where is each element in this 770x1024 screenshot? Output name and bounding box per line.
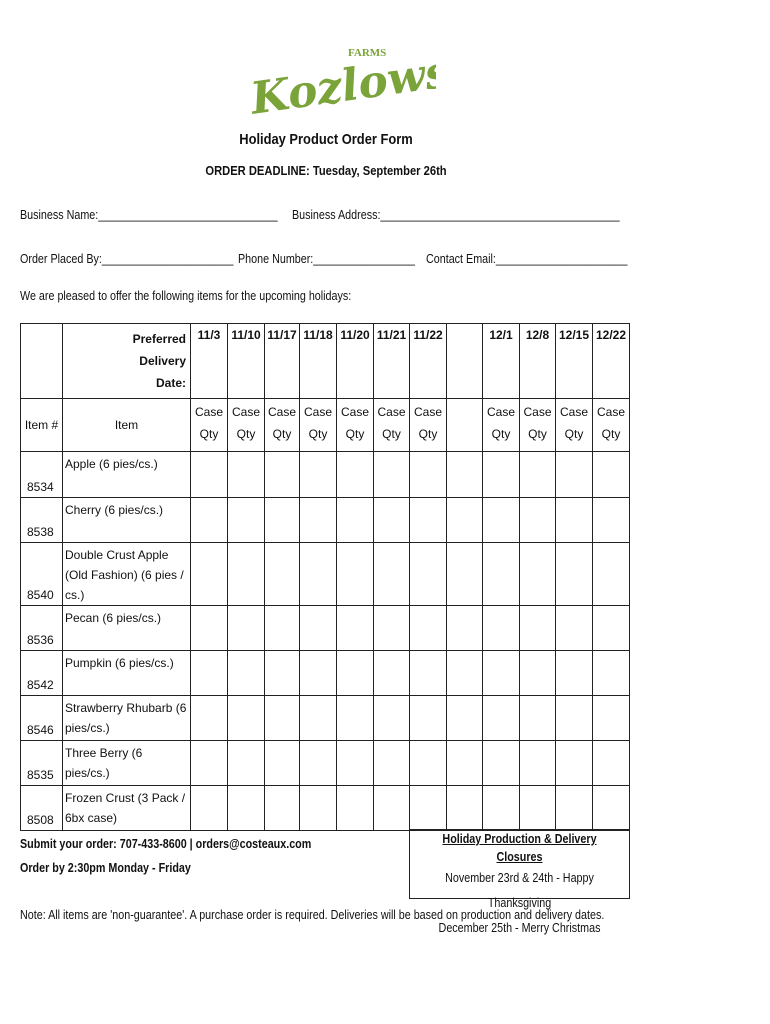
qty-input-cell[interactable] xyxy=(520,741,556,786)
submit-instructions xyxy=(20,832,311,880)
qty-input-cell[interactable] xyxy=(410,498,447,543)
preferred-label-line: Delivery xyxy=(139,354,186,368)
qty-input-cell[interactable] xyxy=(265,606,300,651)
qty-input-cell[interactable] xyxy=(337,606,374,651)
qty-input-cell[interactable] xyxy=(300,543,337,606)
qty-input-cell[interactable] xyxy=(410,696,447,741)
qty-input-cell[interactable] xyxy=(593,543,630,606)
submit-hours-line: Order by 2:30pm Monday - Friday xyxy=(20,861,191,875)
case-qty-header xyxy=(520,399,556,452)
qty-input-cell[interactable] xyxy=(374,498,410,543)
item-number: 8508 xyxy=(21,786,63,831)
case-label: Case xyxy=(413,405,442,419)
qty-input-cell[interactable] xyxy=(593,452,630,498)
qty-input-cell[interactable] xyxy=(483,696,520,741)
date-header: 12/8 xyxy=(520,324,556,399)
qty-input-cell[interactable] xyxy=(337,452,374,498)
qty-input-cell[interactable] xyxy=(265,696,300,741)
qty-input-cell[interactable] xyxy=(191,786,228,831)
qty-input-cell[interactable] xyxy=(337,741,374,786)
date-header: 11/10 xyxy=(228,324,265,399)
gap-column xyxy=(447,324,483,399)
order-placed-by-field[interactable]: Order Placed By:______________________ xyxy=(20,252,234,266)
qty-label: Qty xyxy=(272,427,292,441)
qty-input-cell[interactable] xyxy=(337,498,374,543)
qty-input-cell[interactable] xyxy=(374,606,410,651)
date-header: 12/15 xyxy=(556,324,593,399)
item-name: Strawberry Rhubarb (6 pies/cs.) xyxy=(63,696,191,741)
business-name-field[interactable]: Business Name:______________________________ xyxy=(20,208,278,222)
date-header: 11/20 xyxy=(337,324,374,399)
item-number: 8542 xyxy=(21,651,63,696)
qty-input-cell[interactable] xyxy=(191,741,228,786)
qty-input-cell[interactable] xyxy=(410,606,447,651)
item-name: Pumpkin (6 pies/cs.) xyxy=(63,651,191,696)
qty-input-cell[interactable] xyxy=(228,452,265,498)
note-text: Note: All items are 'non-guarantee'. A purchase order is required. Deliveries will be based on production and delivery dates. xyxy=(20,908,605,922)
qty-input-cell[interactable] xyxy=(300,741,337,786)
qty-input-cell[interactable] xyxy=(265,543,300,606)
qty-input-cell[interactable] xyxy=(483,606,520,651)
closure-christmas: December 25th - Merry Christmas xyxy=(438,921,601,935)
qty-input-cell[interactable] xyxy=(410,786,447,831)
qty-label: Qty xyxy=(345,427,365,441)
qty-input-cell[interactable] xyxy=(483,452,520,498)
case-label: Case xyxy=(267,405,296,419)
qty-input-cell[interactable] xyxy=(300,696,337,741)
qty-input-cell[interactable] xyxy=(228,741,265,786)
qty-label: Qty xyxy=(382,427,401,441)
item-name: Frozen Crust (3 Pack / 6bx case) xyxy=(63,786,191,831)
gap-column xyxy=(447,606,483,651)
qty-input-cell[interactable] xyxy=(374,651,410,696)
qty-input-cell[interactable] xyxy=(191,606,228,651)
qty-input-cell[interactable] xyxy=(228,606,265,651)
table-row xyxy=(21,452,630,498)
qty-input-cell[interactable] xyxy=(374,543,410,606)
qty-input-cell[interactable] xyxy=(228,651,265,696)
qty-input-cell[interactable] xyxy=(520,543,556,606)
qty-input-cell[interactable] xyxy=(593,786,630,831)
qty-input-cell[interactable] xyxy=(520,452,556,498)
table-row xyxy=(21,543,630,606)
qty-input-cell[interactable] xyxy=(410,543,447,606)
qty-label: Qty xyxy=(601,427,621,441)
qty-label: Qty xyxy=(236,427,256,441)
qty-input-cell[interactable] xyxy=(556,452,593,498)
form-title: Holiday Product Order Form xyxy=(239,131,413,148)
case-qty-header xyxy=(300,399,337,452)
qty-input-cell[interactable] xyxy=(374,696,410,741)
preferred-label-line: Date: xyxy=(155,376,186,390)
gap-column xyxy=(447,498,483,543)
case-label: Case xyxy=(231,405,260,419)
table-row xyxy=(21,498,630,543)
qty-input-cell[interactable] xyxy=(191,651,228,696)
qty-input-cell[interactable] xyxy=(374,786,410,831)
item-number: 8540 xyxy=(21,543,63,606)
closure-thanksgiving: November 23rd & 24th - Happy Thanksgiving xyxy=(445,871,594,910)
qty-input-cell[interactable] xyxy=(228,543,265,606)
table-row xyxy=(21,606,630,651)
kozlowski-farms-logo xyxy=(246,36,436,116)
item-number: 8534 xyxy=(21,452,63,498)
gap-column xyxy=(447,543,483,606)
qty-input-cell[interactable] xyxy=(483,741,520,786)
qty-input-cell[interactable] xyxy=(520,606,556,651)
item-name: Apple (6 pies/cs.) xyxy=(63,452,191,498)
qty-input-cell[interactable] xyxy=(410,651,447,696)
date-header: 12/22 xyxy=(593,324,630,399)
case-qty-header xyxy=(228,399,265,452)
closures-heading: Holiday Production & Delivery Closures xyxy=(442,832,597,864)
qty-input-cell[interactable] xyxy=(337,786,374,831)
qty-input-cell[interactable] xyxy=(410,452,447,498)
table-row xyxy=(21,651,630,696)
qty-label: Qty xyxy=(491,427,511,441)
case-label: Case xyxy=(303,405,332,419)
gap-column xyxy=(447,741,483,786)
case-qty-header xyxy=(265,399,300,452)
date-header: 11/22 xyxy=(410,324,447,399)
date-header: 11/17 xyxy=(265,324,300,399)
qty-input-cell[interactable] xyxy=(593,696,630,741)
blank-corner-cell xyxy=(21,324,63,399)
case-label: Case xyxy=(596,405,625,419)
qty-input-cell[interactable] xyxy=(337,696,374,741)
qty-input-cell[interactable] xyxy=(593,498,630,543)
qty-input-cell[interactable] xyxy=(374,452,410,498)
item-name: Pecan (6 pies/cs.) xyxy=(63,606,191,651)
qty-input-cell[interactable] xyxy=(593,741,630,786)
gap-column xyxy=(447,452,483,498)
qty-label: Qty xyxy=(308,427,328,441)
preferred-label-line: Preferred xyxy=(132,332,186,346)
case-qty-header xyxy=(410,399,447,452)
date-header: 11/21 xyxy=(374,324,410,399)
qty-input-cell[interactable] xyxy=(520,696,556,741)
logo-brand-text: Kozlowski xyxy=(247,39,436,116)
qty-input-cell[interactable] xyxy=(483,786,520,831)
closures-box xyxy=(409,829,630,935)
qty-input-cell[interactable] xyxy=(556,498,593,543)
case-label: Case xyxy=(194,405,223,419)
qty-input-cell[interactable] xyxy=(483,543,520,606)
qty-input-cell[interactable] xyxy=(300,651,337,696)
qty-input-cell[interactable] xyxy=(265,741,300,786)
case-label: Case xyxy=(559,405,588,419)
qty-input-cell[interactable] xyxy=(228,498,265,543)
order-deadline: ORDER DEADLINE: Tuesday, September 26th xyxy=(205,163,447,178)
date-header: 12/1 xyxy=(483,324,520,399)
case-qty-header xyxy=(191,399,228,452)
case-qty-header xyxy=(556,399,593,452)
phone-number-field[interactable]: Phone Number:_________________ xyxy=(238,252,415,266)
preferred-delivery-date-label xyxy=(63,324,191,399)
qty-input-cell[interactable] xyxy=(228,696,265,741)
qty-input-cell[interactable] xyxy=(410,741,447,786)
qty-label: Qty xyxy=(199,427,219,441)
qty-label: Qty xyxy=(418,427,438,441)
qty-input-cell[interactable] xyxy=(265,452,300,498)
item-number: 8546 xyxy=(21,696,63,741)
qty-input-cell[interactable] xyxy=(337,543,374,606)
intro-text: We are pleased to offer the following items for the upcoming holidays: xyxy=(20,289,352,303)
qty-input-cell[interactable] xyxy=(191,543,228,606)
gap-column xyxy=(447,399,483,452)
logo-sub-text: FARMS xyxy=(348,47,387,59)
qty-input-cell[interactable] xyxy=(228,786,265,831)
qty-input-cell[interactable] xyxy=(374,741,410,786)
date-header-row xyxy=(21,324,630,399)
qty-input-cell[interactable] xyxy=(556,741,593,786)
gap-column xyxy=(447,786,483,831)
case-qty-header xyxy=(337,399,374,452)
qty-input-cell[interactable] xyxy=(556,786,593,831)
item-number-header: Item # xyxy=(21,399,63,452)
order-table xyxy=(20,323,630,831)
qty-input-cell[interactable] xyxy=(191,498,228,543)
date-header: 11/18 xyxy=(300,324,337,399)
gap-column xyxy=(447,651,483,696)
case-label: Case xyxy=(377,405,406,419)
case-label: Case xyxy=(523,405,552,419)
table-row xyxy=(21,696,630,741)
qty-label: Qty xyxy=(564,427,584,441)
case-qty-header xyxy=(374,399,410,452)
qty-input-cell[interactable] xyxy=(483,498,520,543)
qty-input-cell[interactable] xyxy=(265,651,300,696)
qty-input-cell[interactable] xyxy=(556,651,593,696)
case-label: Case xyxy=(340,405,369,419)
qty-input-cell[interactable] xyxy=(556,606,593,651)
submit-contact-line: Submit your order: 707-433-8600 | orders@costeaux.com xyxy=(20,837,312,851)
item-header: Item xyxy=(63,399,191,452)
table-row xyxy=(21,741,630,786)
qty-input-cell[interactable] xyxy=(300,786,337,831)
item-number: 8535 xyxy=(21,741,63,786)
qty-input-cell[interactable] xyxy=(265,786,300,831)
case-qty-header-row xyxy=(21,399,630,452)
qty-input-cell[interactable] xyxy=(300,452,337,498)
qty-label: Qty xyxy=(528,427,547,441)
case-label: Case xyxy=(486,405,515,419)
gap-column xyxy=(447,696,483,741)
contact-email-field[interactable]: Contact Email:______________________ xyxy=(426,252,628,266)
item-name: Cherry (6 pies/cs.) xyxy=(63,498,191,543)
qty-input-cell[interactable] xyxy=(300,498,337,543)
item-name: Double Crust Apple (Old Fashion) (6 pies / cs.) xyxy=(63,543,191,606)
date-header: 11/3 xyxy=(191,324,228,399)
item-number: 8536 xyxy=(21,606,63,651)
item-number: 8538 xyxy=(21,498,63,543)
qty-input-cell[interactable] xyxy=(483,651,520,696)
qty-input-cell[interactable] xyxy=(191,452,228,498)
business-address-field[interactable]: Business Address:________________________________________ xyxy=(292,208,620,222)
qty-input-cell[interactable] xyxy=(593,606,630,651)
item-name: Three Berry (6 pies/cs.) xyxy=(63,741,191,786)
qty-input-cell[interactable] xyxy=(556,696,593,741)
qty-input-cell[interactable] xyxy=(556,543,593,606)
case-qty-header xyxy=(593,399,630,452)
qty-input-cell[interactable] xyxy=(265,498,300,543)
table-row xyxy=(21,786,630,831)
qty-input-cell[interactable] xyxy=(520,786,556,831)
qty-input-cell[interactable] xyxy=(191,696,228,741)
qty-input-cell[interactable] xyxy=(300,606,337,651)
qty-input-cell[interactable] xyxy=(593,651,630,696)
qty-input-cell[interactable] xyxy=(520,651,556,696)
case-qty-header xyxy=(483,399,520,452)
qty-input-cell[interactable] xyxy=(337,651,374,696)
qty-input-cell[interactable] xyxy=(520,498,556,543)
